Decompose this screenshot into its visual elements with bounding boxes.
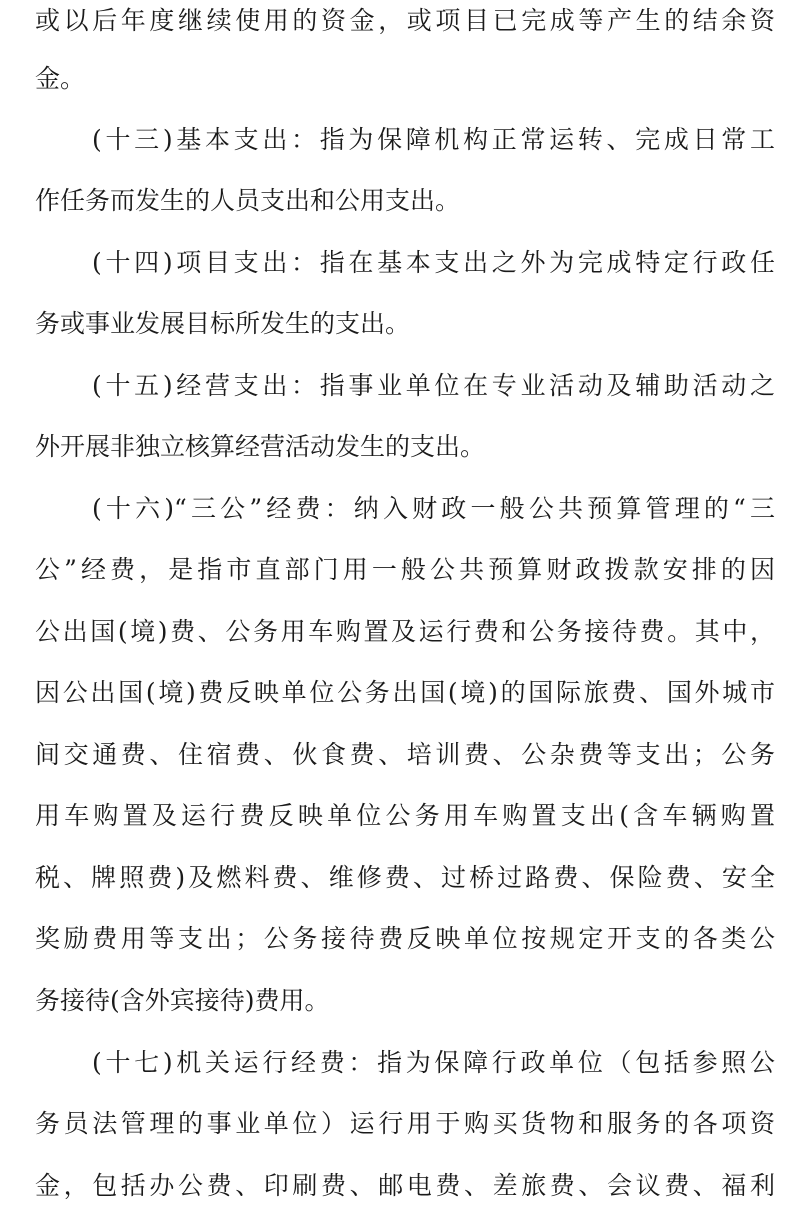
- paragraph-16-line-6: 用车购置及运行费反映单位公务用车购置支出(含车辆购置: [35, 801, 775, 830]
- paragraph-14-line-1: (十四)项目支出：指在基本支出之外为完成特定行政任: [92, 248, 775, 277]
- paragraph-16-line-4: 因公出国(境)费反映单位公务出国(境)的国际旅费、国外城市: [35, 678, 775, 707]
- paragraph-16-line-8: 奖励费用等支出；公务接待费反映单位按规定开支的各类公: [35, 924, 775, 953]
- text-line-1: 或以后年度继续使用的资金，或项目已完成等产生的结余资: [35, 6, 775, 35]
- paragraph-16-line-1: (十六)“三公”经费：纳入财政一般公共预算管理的“三: [92, 494, 775, 523]
- paragraph-16-line-5: 间交通费、住宿费、伙食费、培训费、公杂费等支出；公务: [35, 740, 775, 769]
- paragraph-15-line-1: (十五)经营支出：指事业单位在专业活动及辅助活动之: [92, 371, 775, 400]
- paragraph-13-line-2: 作任务而发生的人员支出和公用支出。: [35, 186, 461, 215]
- paragraph-17-line-1: (十七)机关运行经费：指为保障行政单位（包括参照公: [92, 1048, 775, 1077]
- text-line-2: 金。: [35, 64, 86, 93]
- paragraph-15-line-2: 外开展非独立核算经营活动发生的支出。: [35, 432, 486, 461]
- paragraph-17-line-2: 务员法管理的事业单位）运行用于购买货物和服务的各项资: [35, 1109, 775, 1138]
- paragraph-16-line-2: 公”经费，是指市直部门用一般公共预算财政拨款安排的因: [35, 555, 775, 584]
- paragraph-16-line-7: 税、牌照费)及燃料费、维修费、过桥过路费、保险费、安全: [35, 863, 775, 892]
- paragraph-13-line-1: (十三)基本支出：指为保障机构正常运转、完成日常工: [92, 125, 775, 154]
- paragraph-14-line-2: 务或事业发展目标所发生的支出。: [35, 309, 411, 338]
- paragraph-16-line-9: 务接待(含外宾接待)费用。: [35, 986, 330, 1015]
- paragraph-17-line-3: 金，包括办公费、印刷费、邮电费、差旅费、会议费、福利: [35, 1171, 775, 1200]
- paragraph-16-line-3: 公出国(境)费、公务用车购置及运行费和公务接待费。其中，: [35, 617, 775, 646]
